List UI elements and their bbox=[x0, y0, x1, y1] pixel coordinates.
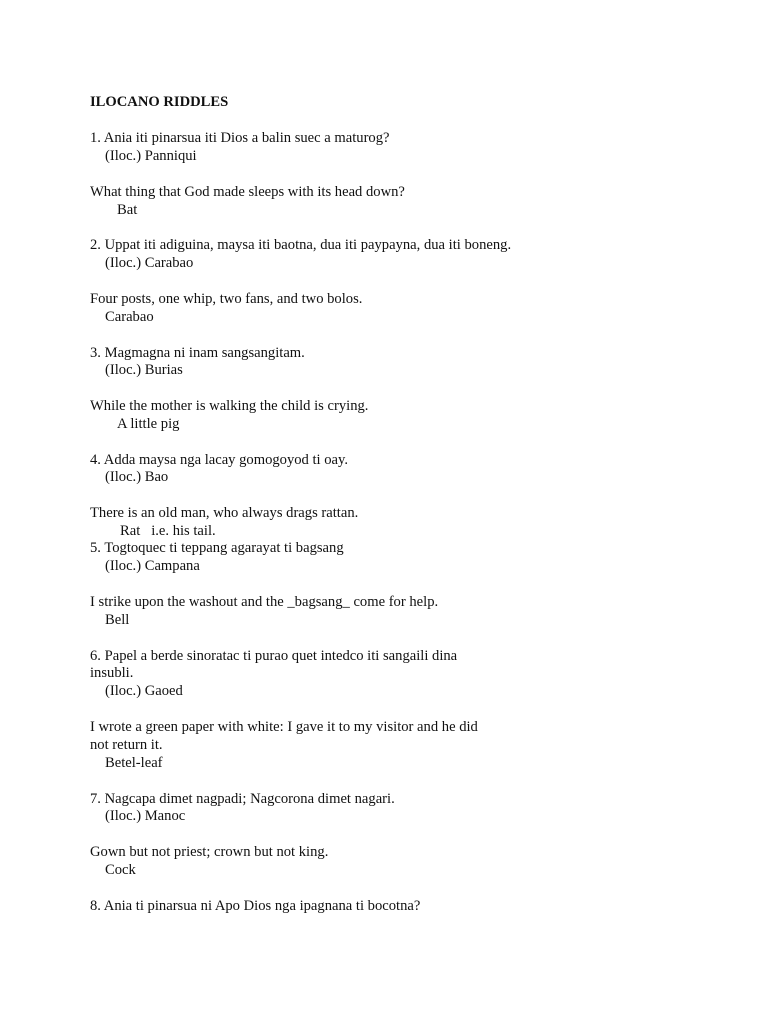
riddle-6-iloc-question-line-2: insubli. bbox=[90, 665, 134, 681]
riddle-5-english-question: I strike upon the washout and the _bagsang_ come for help. bbox=[90, 594, 439, 610]
riddle-1-iloc-answer: (Iloc.) Panniqui bbox=[105, 148, 197, 164]
riddle-2-english-question: Four posts, one whip, two fans, and two bolos. bbox=[90, 291, 363, 307]
riddle-7-english-answer: Cock bbox=[105, 862, 136, 878]
riddle-4-iloc-answer: (Iloc.) Bao bbox=[105, 469, 169, 485]
riddle-6-iloc-question-line-1: 6. Papel a berde sinoratac ti purao quet intedco iti sangaili dina bbox=[90, 648, 458, 664]
riddle-3-english-question: While the mother is walking the child is crying. bbox=[90, 398, 369, 414]
riddle-8-iloc-question: 8. Ania ti pinarsua ni Apo Dios nga ipagnana ti bocotna? bbox=[90, 898, 421, 914]
riddle-6-english-answer: Betel-leaf bbox=[105, 755, 163, 771]
riddle-2-english-answer: Carabao bbox=[105, 309, 154, 325]
riddle-2-iloc-question: 2. Uppat iti adiguina, maysa iti baotna, dua iti paypayna, dua iti boneng. bbox=[90, 237, 512, 253]
riddle-6-iloc-answer: (Iloc.) Gaoed bbox=[105, 683, 183, 699]
riddle-7-iloc-answer: (Iloc.) Manoc bbox=[105, 808, 186, 824]
riddle-6-english-question-line-1: I wrote a green paper with white: I gave it to my visitor and he did bbox=[90, 719, 478, 735]
riddle-4-iloc-question: 4. Adda maysa nga lacay gomogoyod ti oay. bbox=[90, 452, 349, 468]
riddle-3-iloc-answer: (Iloc.) Burias bbox=[105, 362, 183, 378]
riddle-5-iloc-answer: (Iloc.) Campana bbox=[105, 558, 200, 574]
riddle-6-english-question-line-2: not return it. bbox=[90, 737, 163, 753]
riddle-1-english-answer: Bat bbox=[117, 202, 138, 218]
riddle-1-iloc-question: 1. Ania iti pinarsua iti Dios a balin suec a maturog? bbox=[90, 130, 390, 146]
riddle-1-english-question: What thing that God made sleeps with its head down? bbox=[90, 184, 405, 200]
riddle-7-iloc-question: 7. Nagcapa dimet nagpadi; Nagcorona dimet nagari. bbox=[90, 791, 395, 807]
riddle-3-iloc-question: 3. Magmagna ni inam sangsangitam. bbox=[90, 345, 305, 361]
document-title: ILOCANO RIDDLES bbox=[90, 94, 229, 110]
riddle-2-iloc-answer: (Iloc.) Carabao bbox=[105, 255, 194, 271]
riddle-7-english-question: Gown but not priest; crown but not king. bbox=[90, 844, 329, 860]
riddle-4-english-question: There is an old man, who always drags rattan. bbox=[90, 505, 359, 521]
riddle-5-english-answer: Bell bbox=[105, 612, 130, 628]
riddle-5-iloc-question: 5. Togtoquec ti teppang agarayat ti bagsang bbox=[90, 540, 344, 556]
riddle-3-english-answer: A little pig bbox=[117, 416, 180, 432]
riddle-4-english-answer: Rat i.e. his tail. bbox=[120, 523, 216, 539]
